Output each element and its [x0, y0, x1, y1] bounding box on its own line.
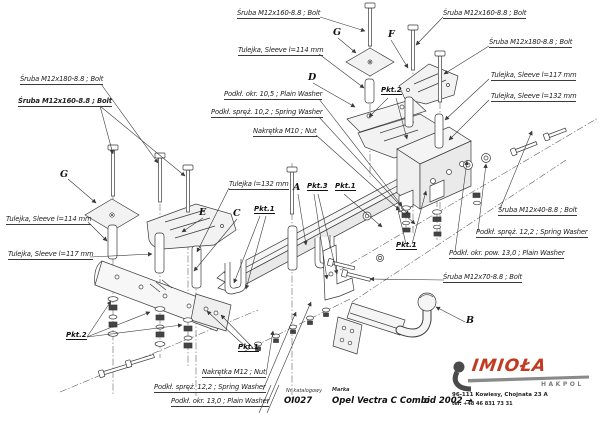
ref-letter-d: D	[308, 72, 317, 83]
ref-letter-f: F	[388, 29, 395, 40]
ref-letter-a: A	[293, 182, 301, 193]
label-spring-washer-122-right: Podkł. spręż. 12,2 ; Spring Washer	[476, 229, 588, 238]
label-sleeve-114-top: Tulejka, Sleeve l=114 mm	[238, 47, 323, 56]
diamond-plate-g-top	[346, 48, 394, 76]
ref-letter-g-top: G	[333, 27, 342, 38]
pkt1-marker-center: Pkt.1	[335, 182, 356, 190]
model-year-range: od 2002 →	[424, 396, 473, 406]
vehicle-model: Opel Vectra C Combi	[332, 396, 430, 406]
tow-ball	[333, 293, 436, 354]
logo-sub-name: HAKPOL	[541, 381, 584, 388]
label-nut-m10: Nakrętka M10 ; Nut	[253, 128, 317, 137]
label-sleeve-114-left: Tulejka, Sleeve l=114 mm	[6, 216, 91, 225]
pkt1-marker-bottom: Pkt.1	[238, 343, 259, 351]
ref-letter-g-left: G	[60, 169, 69, 180]
pkt1-marker-mid: Pkt.1	[254, 205, 275, 213]
company-address: 96-111 Kowiesy, Chojnata 23 A	[452, 392, 548, 398]
company-phone: tel. +48 46 831 73 31	[452, 401, 513, 407]
label-sleeve-132-mid: Tulejka l=132 mm	[229, 181, 289, 190]
catalog-number-value: OI027	[284, 396, 313, 406]
label-sleeve-117-right: Tulejka, Sleeve l=117 mm	[491, 72, 576, 81]
label-bolt-m12x160-topright: Śruba M12x160-8.8 ; Bolt	[443, 10, 526, 19]
label-bolt-m12x160-top: Śruba M12x160-8.8 ; Bolt	[237, 10, 320, 19]
label-plain-washer-pow-130: Podkł. okr. pow. 13,0 ; Plain Washer	[449, 250, 564, 259]
label-sleeve-117-left: Tulejka, Sleeve l=117 mm	[8, 251, 93, 260]
label-bolt-m12x70: Śruba M12x70-8.8 ; Bolt	[443, 274, 522, 283]
catalog-number-label: Nr katalogowy	[286, 388, 323, 394]
pkt2-marker-bottomleft: Pkt.2	[66, 331, 87, 339]
label-spring-washer-122-bottom: Podkł. spręż. 12,2 ; Spring Washer	[154, 384, 266, 393]
pkt3-marker: Pkt.3	[307, 182, 328, 190]
label-spring-washer-102: Podkł. spręż. 10,2 ; Spring Washer	[211, 109, 323, 118]
label-sleeve-132-right: Tulejka, Sleeve l=132 mm	[491, 93, 576, 102]
brand-label: Marka	[332, 387, 350, 393]
label-bolt-m12x180-left: Śruba M12x180-8.8 ; Bolt	[20, 76, 103, 85]
centerlines	[60, 4, 598, 402]
ref-letter-b: B	[466, 315, 475, 326]
label-bolt-m12x40: Śruba M12x40-8.8 ; Bolt	[498, 207, 577, 216]
pkt2-marker-top: Pkt.2	[381, 86, 402, 94]
logo-brand-name: IMIOŁA	[470, 356, 548, 376]
label-bolt-m12x180-right: Śruba M12x180-8.8 ; Bolt	[489, 39, 572, 48]
l-bracket	[323, 245, 354, 300]
label-nut-m12: Nakrętka M12 ; Nut	[202, 369, 266, 378]
pkt1-marker-right: Pkt.1	[396, 241, 417, 249]
label-plain-washer-130: Podkł. okr. 13,0 ; Plain Washer	[171, 398, 269, 407]
ref-letter-c: C	[233, 208, 241, 219]
label-plain-washer-105: Podkł. okr. 10,5 ; Plain Washer	[224, 91, 322, 100]
label-bolt-m12x160-left: Śruba M12x160-8.8 ; Bolt	[18, 98, 112, 107]
ref-letter-e: E	[199, 207, 207, 218]
